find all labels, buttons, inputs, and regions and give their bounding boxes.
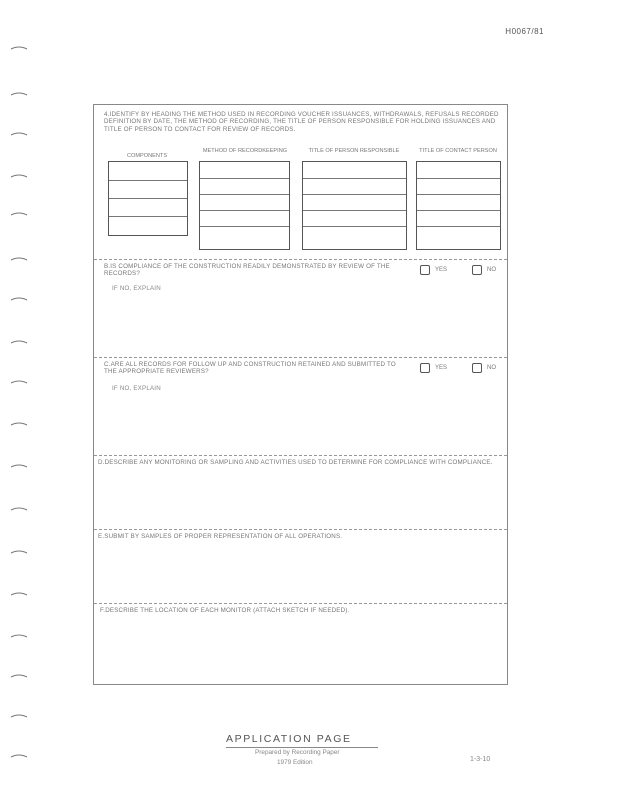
entry-line (417, 178, 500, 179)
punch-mark-icon (10, 172, 28, 182)
footer-edition: 1979 Edition (277, 759, 313, 766)
section-samples (94, 529, 507, 606)
entry-line (200, 226, 289, 227)
components-column-box[interactable] (108, 161, 188, 236)
yes-checkbox[interactable] (420, 363, 430, 373)
punch-mark-icon (10, 210, 28, 220)
no-checkbox[interactable] (472, 265, 482, 275)
entry-line (417, 210, 500, 211)
no-label: NO (487, 365, 496, 371)
section4-answer-area[interactable] (100, 478, 501, 528)
no-label: NO (487, 267, 496, 273)
page-number: 1-3-10 (470, 756, 491, 763)
entry-line (303, 178, 406, 179)
punch-mark-icon (10, 632, 28, 642)
section-compliance-review (94, 259, 507, 360)
section2-answer-area[interactable] (100, 298, 501, 356)
entry-line (200, 178, 289, 179)
column-header-person-responsible: TITLE OF PERSON RESPONSIBLE (308, 148, 400, 154)
section2-question: B.IS COMPLIANCE OF THE CONSTRUCTION READILY DEMONSTRATED BY REVIEW OF THE RECORDS? (104, 263, 390, 278)
punch-mark-icon (10, 462, 28, 472)
punch-mark-icon (10, 548, 28, 558)
column-header-method: METHOD OF RECORDKEEPING (202, 148, 288, 154)
entry-line (417, 226, 500, 227)
section6-question: F.DESCRIBE THE LOCATION OF EACH MONITOR (ATTACH SKETCH IF NEEDED). (100, 607, 350, 614)
section-records-retained (94, 357, 507, 458)
punch-mark-icon (10, 295, 28, 305)
section3-explain: IF NO, EXPLAIN (112, 385, 161, 392)
entry-line (417, 194, 500, 195)
yes-label: YES (435, 365, 448, 371)
no-checkbox[interactable] (472, 363, 482, 373)
punch-mark-icon (10, 255, 28, 265)
footer-title: APPLICATION PAGE (226, 733, 352, 745)
entry-line (303, 210, 406, 211)
section3-question: C.ARE ALL RECORDS FOR FOLLOW UP AND CONSTRUCTION RETAINED AND SUBMITTED TO THE APPROPRIATE REVIEWERS? (104, 361, 396, 376)
contact-person-column-box[interactable] (416, 161, 501, 250)
section-monitoring (94, 455, 507, 532)
section1-question: 4.IDENTIFY BY HEADING THE METHOD USED IN RECORDING VOUCHER ISSUANCES, WITHDRAWALS, REFUSALS RECORDED DEFINITION BY DATE, THE METHOD OF RECORDING, THE TITLE OF PERSON RESPONSIBLE FOR HOLDING ISSUANCES AND TITLE OF PERSON TO CONTACT FOR REVIEW OF RECORDS. (104, 111, 499, 133)
section2-explain: IF NO, EXPLAIN (112, 285, 161, 292)
punch-mark-icon (10, 130, 28, 140)
section5-answer-area[interactable] (100, 546, 501, 602)
footer-rule (226, 747, 378, 748)
column-header-contact-person: TITLE OF CONTACT PERSON (419, 148, 497, 154)
binder-punch-marks (10, 0, 32, 800)
entry-line (109, 180, 187, 181)
punch-mark-icon (10, 44, 28, 54)
punch-mark-icon (10, 90, 28, 100)
footer-subtitle: Prepared by Recording Paper (255, 749, 340, 756)
punch-mark-icon (10, 672, 28, 682)
punch-mark-icon (10, 505, 28, 515)
section6-answer-area[interactable] (100, 620, 501, 682)
entry-line (303, 226, 406, 227)
person-responsible-column-box[interactable] (302, 161, 407, 250)
column-header-components: COMPONENTS (126, 153, 168, 159)
punch-mark-icon (10, 378, 28, 388)
punch-mark-icon (10, 752, 28, 762)
yes-label: YES (435, 267, 448, 273)
entry-line (109, 216, 187, 217)
entry-line (303, 194, 406, 195)
section4-question: D.DESCRIBE ANY MONITORING OR SAMPLING AND ACTIVITIES USED TO DETERMINE FOR COMPLIANCE WITH COMPLIANCE. (98, 459, 493, 466)
entry-line (109, 198, 187, 199)
entry-line (200, 210, 289, 211)
document-id: H0067/81 (505, 27, 544, 36)
punch-mark-icon (10, 420, 28, 430)
entry-line (200, 194, 289, 195)
form-frame (93, 104, 508, 685)
section3-answer-area[interactable] (100, 398, 501, 454)
section5-question: E.SUBMIT BY SAMPLES OF PROPER REPRESENTATION OF ALL OPERATIONS. (98, 533, 343, 540)
method-column-box[interactable] (199, 161, 290, 250)
punch-mark-icon (10, 712, 28, 722)
punch-mark-icon (10, 338, 28, 348)
yes-checkbox[interactable] (420, 265, 430, 275)
punch-mark-icon (10, 590, 28, 600)
section-monitor-location (94, 603, 507, 686)
